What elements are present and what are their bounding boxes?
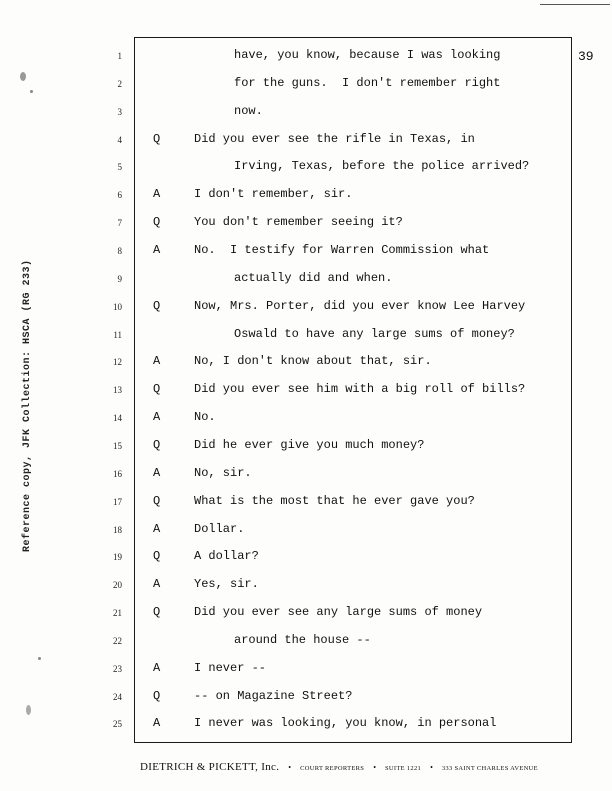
transcript-line — [0, 214, 612, 234]
scan-speck — [30, 90, 33, 93]
transcript-line — [0, 242, 612, 262]
transcript-line — [0, 381, 612, 401]
transcript-line — [0, 688, 612, 708]
line-text: Yes, sir. — [194, 577, 259, 592]
scan-speck — [20, 72, 26, 81]
speaker-marker: Q — [153, 437, 161, 452]
speaker-marker: A — [153, 521, 161, 536]
line-text: Dollar. — [194, 521, 245, 536]
footer-separator: • — [430, 763, 433, 772]
footer-firm: DIETRICH & PICKETT, Inc. — [140, 761, 280, 773]
line-number: 22 — [113, 635, 122, 646]
line-text: Did he ever give you much money? — [194, 437, 425, 452]
line-text: No. — [194, 410, 216, 425]
line-text: Did you ever see the rifle in Texas, in — [194, 131, 475, 146]
transcript-line — [0, 75, 612, 95]
line-number: 20 — [113, 580, 122, 591]
line-number: 2 — [117, 78, 122, 89]
line-text: Irving, Texas, before the police arrived? — [234, 159, 530, 174]
speaker-marker: Q — [153, 493, 161, 508]
line-text: actually did and when. — [234, 270, 393, 285]
line-number: 12 — [113, 357, 122, 368]
line-text: Did you ever see him with a big roll of bills? — [194, 382, 526, 397]
speaker-marker: A — [153, 716, 161, 731]
transcript-line — [0, 353, 612, 373]
line-number: 7 — [117, 218, 122, 229]
line-text: now. — [234, 103, 263, 118]
speaker-marker: A — [153, 410, 161, 425]
line-number: 17 — [113, 496, 122, 507]
line-text: You don't remember seeing it? — [194, 215, 403, 230]
transcript-line — [0, 270, 612, 290]
line-text: Now, Mrs. Porter, did you ever know Lee Harvey — [194, 298, 526, 313]
speaker-marker: A — [153, 243, 161, 257]
transcript-line — [0, 103, 612, 123]
transcript-line — [0, 548, 612, 568]
line-text: No. I testify for Warren Commission what — [194, 243, 490, 257]
transcript-line — [0, 604, 612, 624]
speaker-marker: A — [153, 577, 161, 592]
speaker-marker: A — [153, 354, 161, 369]
transcript-line — [0, 521, 612, 541]
line-number: 24 — [113, 691, 122, 702]
line-number: 16 — [113, 468, 122, 479]
speaker-marker: Q — [153, 298, 161, 313]
line-text: for the guns. I don't remember right — [234, 75, 501, 90]
transcript-line — [0, 715, 612, 735]
line-text: -- on Magazine Street? — [194, 688, 353, 703]
speaker-marker: Q — [153, 215, 161, 230]
line-text: I never -- — [194, 660, 267, 675]
transcript-line — [0, 409, 612, 429]
line-number: 13 — [113, 385, 122, 396]
speaker-marker: Q — [153, 688, 161, 703]
transcript-line — [0, 47, 612, 67]
line-text: I never was looking, you know, in personal — [194, 716, 497, 731]
line-number: 19 — [113, 552, 122, 563]
footer-court-reporters: COURT REPORTERS — [300, 765, 365, 772]
line-text: Did you ever see any large sums of money — [194, 605, 483, 619]
transcript-line — [0, 158, 612, 178]
line-number: 11 — [113, 329, 122, 340]
line-text: A dollar? — [194, 549, 259, 564]
transcript-line — [0, 576, 612, 596]
line-number: 10 — [113, 301, 122, 312]
line-text: No, sir. — [194, 465, 252, 480]
transcript-line — [0, 298, 612, 318]
footer-separator: • — [373, 763, 377, 772]
side-caption: Reference copy, JFK Collection: HSCA (RG 233) — [22, 259, 33, 552]
footer-separator: • — [288, 763, 292, 772]
line-text: Oswald to have any large sums of money? — [234, 326, 515, 341]
speaker-marker: Q — [153, 605, 161, 619]
line-number: 15 — [113, 440, 122, 451]
line-number: 21 — [113, 608, 122, 618]
line-text: What is the most that he ever gave you? — [194, 493, 475, 508]
transcript-line — [0, 131, 612, 151]
transcript-line — [0, 660, 612, 680]
line-number: 9 — [117, 273, 122, 284]
line-number: 25 — [113, 719, 122, 730]
line-number: 1 — [117, 51, 122, 61]
line-text: around the house -- — [234, 632, 371, 647]
line-text: No, I don't know about that, sir. — [194, 354, 432, 369]
speaker-marker: A — [153, 187, 161, 202]
transcript-line — [0, 632, 612, 652]
speaker-marker: Q — [153, 549, 161, 564]
line-number: 6 — [117, 190, 122, 201]
line-number: 18 — [113, 524, 122, 535]
scan-speck — [26, 705, 31, 715]
line-number: 14 — [113, 413, 122, 424]
speaker-marker: A — [153, 465, 161, 480]
transcript-line — [0, 326, 612, 346]
transcript-line — [0, 493, 612, 513]
line-number: 4 — [117, 134, 122, 145]
page-number: 39 — [578, 49, 594, 64]
scan-speck — [38, 657, 41, 660]
top-edge-mark — [540, 4, 610, 5]
transcript-line — [0, 465, 612, 485]
transcript-line — [0, 186, 612, 206]
line-number: 3 — [117, 106, 122, 117]
transcript-line — [0, 437, 612, 457]
line-text: have, you know, because I was looking — [234, 48, 501, 62]
line-number: 5 — [117, 162, 122, 173]
line-number: 8 — [117, 246, 122, 256]
speaker-marker: Q — [153, 382, 161, 397]
footer-address: 333 SAINT CHARLES AVENUE — [441, 765, 538, 772]
speaker-marker: Q — [153, 131, 161, 146]
line-number: 23 — [113, 663, 122, 674]
footer — [140, 757, 538, 775]
speaker-marker: A — [153, 660, 161, 675]
footer-suite: SUITE 1221 — [385, 765, 422, 772]
line-text: I don't remember, sir. — [194, 187, 353, 202]
